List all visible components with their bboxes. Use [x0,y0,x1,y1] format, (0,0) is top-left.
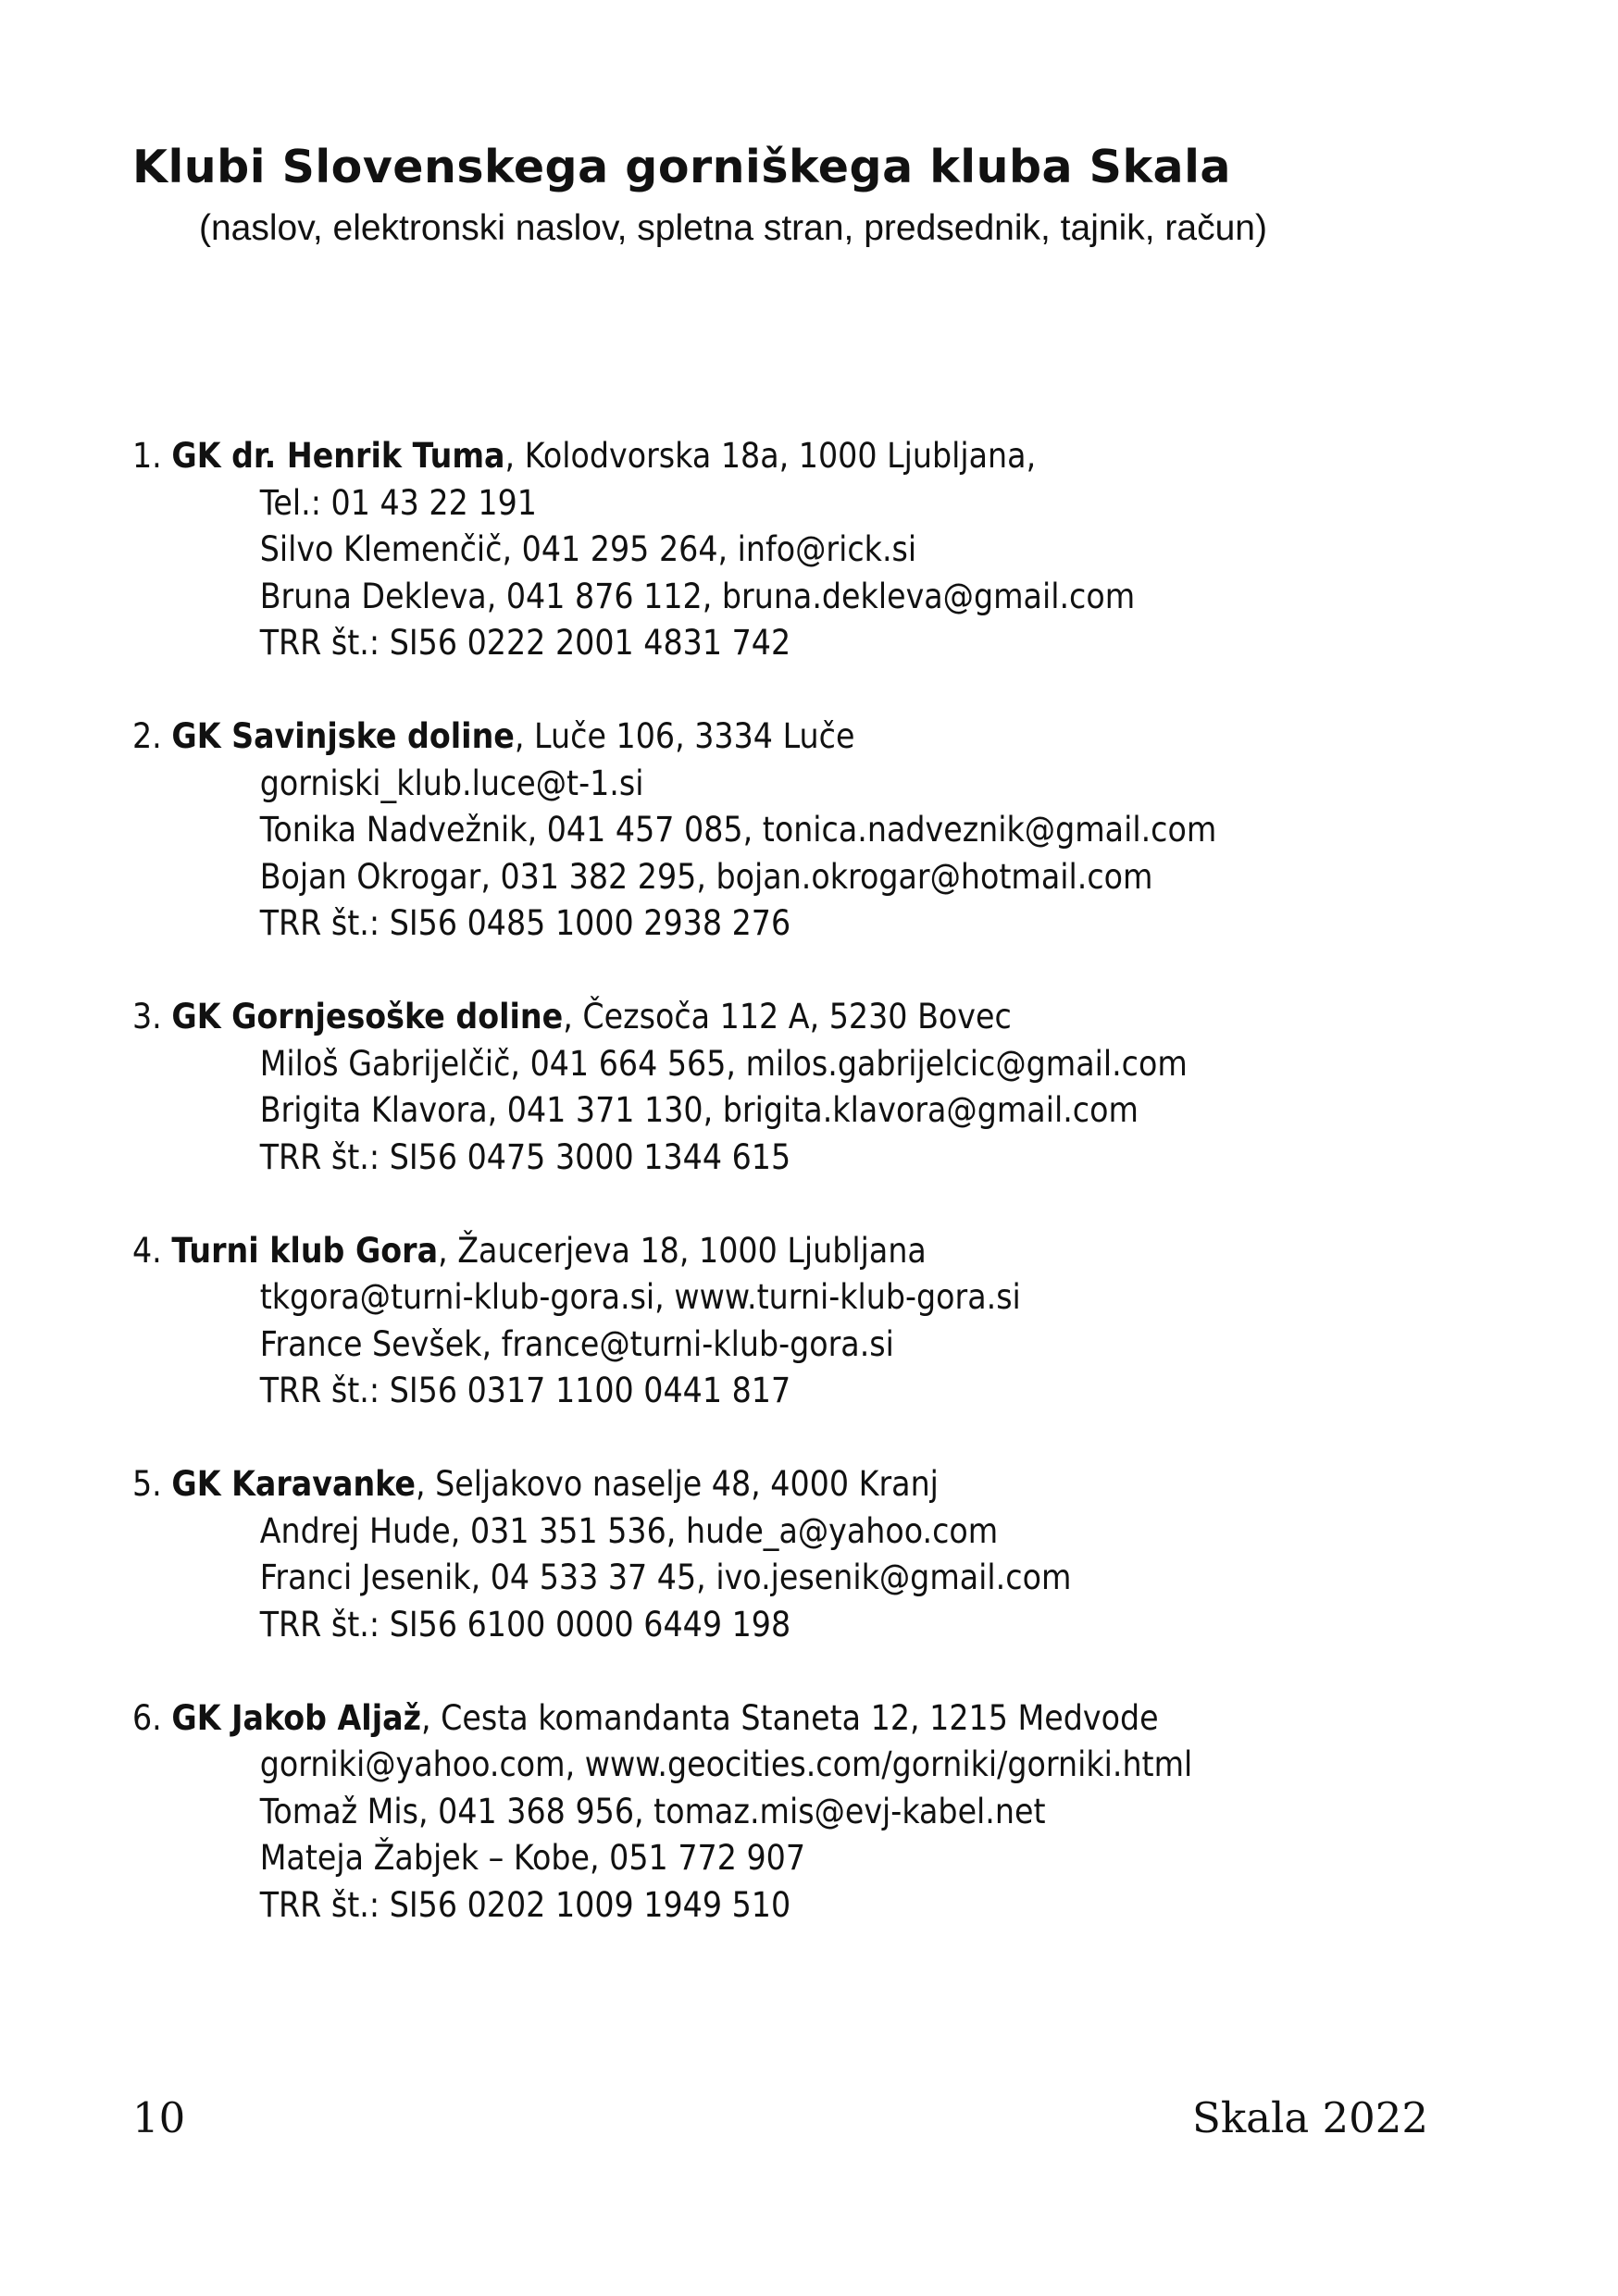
club-detail-line: TRR št.: SI56 0317 1100 0441 817 [259,1371,791,1410]
club-heading [132,714,1382,761]
page-subtitle: (naslov, elektronski naslov, spletna stran, predsednik, tajnik, račun) [199,208,1267,248]
club-entry [132,714,1382,948]
club-detail-line: Tel.: 01 43 22 191 [259,482,537,523]
club-address: , Luče 106, 3334 Luče [514,716,855,756]
club-detail-line: Brigita Klavora, 041 371 130, brigita.klavora@gmail.com [259,1090,1139,1130]
club-heading [132,433,1382,480]
club-detail-line: France Sevšek, france@turni-klub-gora.si [259,1323,894,1364]
club-detail-line: TRR št.: SI56 0485 1000 2938 276 [259,903,791,943]
club-detail-line: TRR št.: SI56 0475 3000 1344 615 [259,1136,791,1177]
club-name: Turni klub Gora [171,1230,439,1271]
club-address: , Čezsoča 112 A, 5230 Bovec [563,997,1012,1036]
club-heading [132,994,1382,1041]
club-detail-line: gorniki@yahoo.com, www.geocities.com/gorniki/gorniki.html [259,1744,1193,1784]
club-detail-line: tkgora@turni-klub-gora.si, www.turni-klub-gora.si [259,1277,1021,1317]
club-number: 5. [132,1464,162,1504]
club-detail-line: Mateja Žabjek – Kobe, 051 772 907 [259,1838,806,1878]
page-title: Klubi Slovenskega gorniškega kluba Skala [132,141,1231,193]
club-number: 1. [132,436,162,476]
club-address: , Žaucerjeva 18, 1000 Ljubljana [438,1230,927,1271]
club-detail-line: Bojan Okrogar, 031 382 295, bojan.okrogar@hotmail.com [259,856,1153,897]
club-entry [132,1461,1382,1648]
club-detail-line: Franci Jesenik, 04 533 37 45, ivo.jesenik@gmail.com [259,1558,1072,1597]
club-name: GK Jakob Aljaž [171,1697,421,1738]
club-address: , Cesta komandanta Staneta 12, 1215 Medvode [420,1697,1159,1738]
club-number: 4. [132,1230,162,1271]
club-detail-line: TRR št.: SI56 0202 1009 1949 510 [259,1884,791,1925]
club-detail-line: Bruna Dekleva, 041 876 112, bruna.dekleva@gmail.com [259,576,1136,616]
club-detail-line: gorniski_klub.luce@t-1.si [259,763,644,803]
club-number: 2. [132,716,162,756]
club-list [132,433,1382,1976]
club-detail-line: TRR št.: SI56 6100 0000 6449 198 [259,1604,791,1644]
club-address: , Seljakovo naselje 48, 4000 Kranj [416,1464,939,1504]
club-detail-line: Tomaž Mis, 041 368 956, tomaz.mis@evj-kabel.net [259,1791,1046,1831]
club-name: GK Gornjesoške doline [171,997,564,1036]
club-entry [132,433,1382,667]
club-entry [132,994,1382,1181]
club-detail-line: Andrej Hude, 031 351 536, hude_a@yahoo.com [259,1510,999,1551]
club-address: , Kolodvorska 18a, 1000 Ljubljana, [504,436,1037,476]
club-name: GK Savinjske doline [171,716,515,756]
club-detail-line: Silvo Klemenčič, 041 295 264, info@rick.si [259,529,917,569]
club-heading [132,1461,1382,1508]
club-name: GK dr. Henrik Tuma [171,436,505,476]
club-entry [132,1228,1382,1415]
club-name: GK Karavanke [171,1464,417,1504]
club-number: 6. [132,1697,162,1738]
club-detail-line: Miloš Gabrijelčič, 041 664 565, milos.gabrijelcic@gmail.com [259,1043,1188,1084]
club-detail-line: TRR št.: SI56 0222 2001 4831 742 [259,623,791,663]
page-number: 10 [132,2093,186,2142]
club-detail-line: Tonika Nadvežnik, 041 457 085, tonica.nadveznik@gmail.com [259,810,1217,850]
club-number: 3. [132,997,162,1036]
club-heading [132,1695,1382,1743]
club-heading [132,1228,1382,1275]
publication-name: Skala 2022 [1192,2093,1428,2142]
club-entry [132,1695,1382,1930]
